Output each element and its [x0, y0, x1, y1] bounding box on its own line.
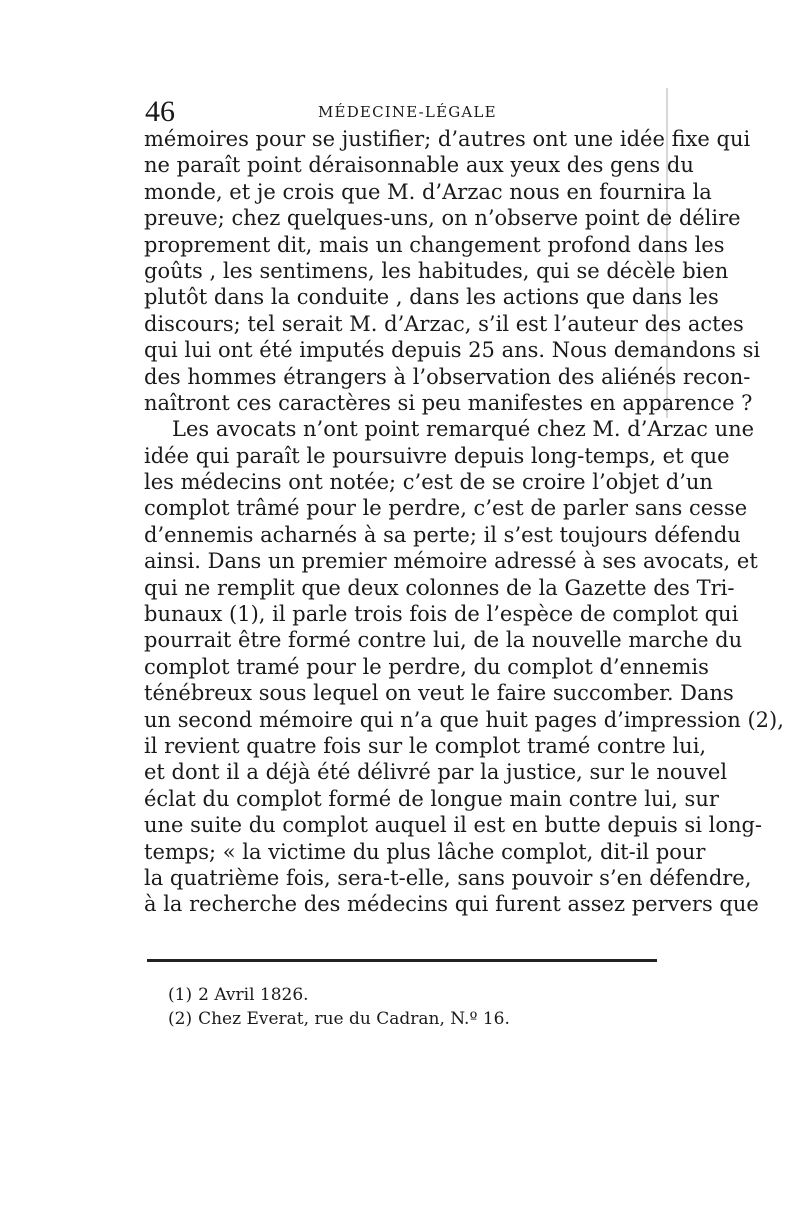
text-line: ne paraît point déraisonnable aux yeux des gens du	[144, 153, 694, 178]
text-line: goûts , les sentimens, les habitudes, qui se décèle bien	[144, 258, 729, 283]
text-line: naîtront ces caractères si peu manifestes en apparence ?	[144, 390, 753, 415]
text-line: complot trâmé pour le perdre, c’est de parler sans cesse	[144, 496, 748, 521]
footnote-rule	[147, 959, 657, 962]
text-line: éclat du complot formé de longue main contre lui, sur	[144, 786, 719, 811]
text-line: mémoires pour se justifier; d’autres ont une idée fixe qui	[144, 127, 751, 151]
footnote-text: 2 Avril 1826.	[198, 985, 309, 1005]
text-line: proprement dit, mais un changement profond dans les	[144, 232, 725, 257]
text-line: preuve; chez quelques-uns, on n’observe point de délire	[144, 206, 741, 231]
text-line: la quatrième fois, sera-t-elle, sans pouvoir s’en défendre,	[144, 865, 752, 890]
text-line: plutôt dans la conduite , dans les actions que dans les	[144, 285, 719, 310]
text-line: temps; « la victime du plus lâche complot, dit-il pour	[144, 839, 706, 864]
text-line: bunaux (1), il parle trois fois de l’espèce de complot qui	[144, 602, 739, 627]
footnote	[168, 983, 688, 1007]
text-line: qui ne remplit que deux colonnes de la Gazette des Tri-	[144, 575, 735, 600]
text-line: un second mémoire qui n’a que huit pages d’impression (2),	[144, 707, 784, 732]
text-line: et dont il a déjà été délivré par la justice, sur le nouvel	[144, 760, 728, 785]
text-line: à la recherche des médecins qui furent assez pervers que	[144, 892, 759, 917]
footnote-mark: (2)	[168, 1009, 193, 1029]
page-number: 46	[145, 95, 175, 128]
text-line: idée qui paraît le poursuivre depuis long-temps, et que	[144, 443, 730, 468]
text-line: d’ennemis acharnés à sa perte; il s’est toujours défendu	[144, 522, 741, 547]
text-line: complot tramé pour le perdre, du complot d’ennemis	[144, 654, 709, 679]
text-line: Les avocats n’ont point remarqué chez M. d’Arzac une	[172, 417, 755, 442]
text-line: des hommes étrangers à l’observation des aliénés recon-	[144, 364, 751, 389]
footnotes	[168, 983, 688, 1031]
running-head: MÉDECINE-LÉGALE	[318, 103, 497, 121]
text-line: qui lui ont été imputés depuis 25 ans. Nous demandons si	[144, 338, 761, 363]
footnote-mark: (1)	[168, 985, 193, 1005]
text-line: ténébreux sous lequel on veut le faire succomber. Dans	[144, 681, 734, 706]
text-line: les médecins ont notée; c’est de se croire l’objet d’un	[144, 470, 713, 495]
footnote	[168, 1007, 688, 1031]
text-line: pourrait être formé contre lui, de la nouvelle marche du	[144, 628, 743, 653]
text-line: monde, et je crois que M. d’Arzac nous en fournira la	[144, 179, 712, 204]
text-line: ainsi. Dans un premier mémoire adressé à ses avocats, et	[144, 549, 758, 574]
text-line: une suite du complot auquel il est en butte depuis si long-	[144, 813, 763, 838]
footnote-text: Chez Everat, rue du Cadran, N.º 16.	[198, 1009, 510, 1029]
text-line: discours; tel serait M. d’Arzac, s’il est l’auteur des actes	[144, 311, 744, 336]
body-text	[144, 126, 784, 918]
text-line: il revient quatre fois sur le complot tramé contre lui,	[144, 733, 707, 758]
